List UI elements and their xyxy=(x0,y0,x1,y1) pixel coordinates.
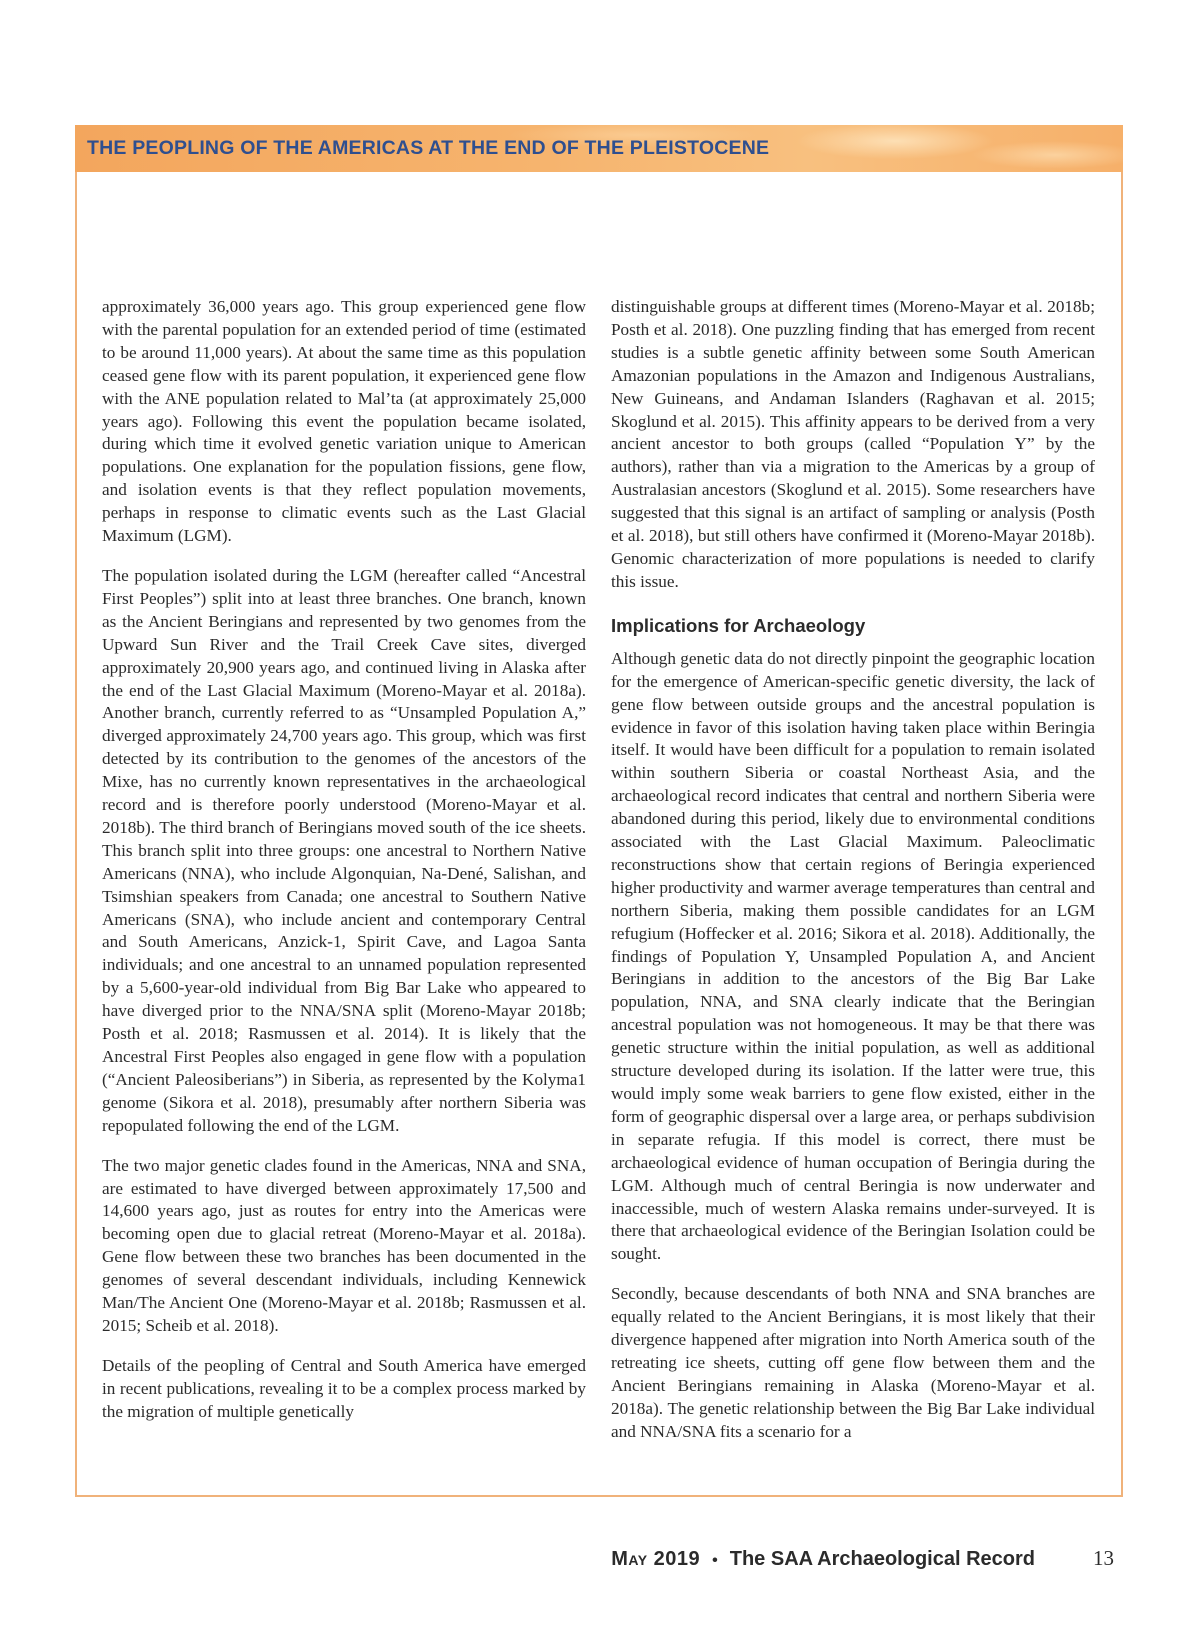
left-column xyxy=(102,296,586,1441)
bullet-separator: • xyxy=(712,1552,718,1569)
right-column xyxy=(611,296,1095,1461)
section-title: THE PEOPLING OF THE AMERICAS AT THE END OF THE PLEISTOCENE xyxy=(87,137,770,159)
page-number: 13 xyxy=(1093,1546,1114,1570)
section-heading: Implications for Archaeology xyxy=(611,614,866,636)
paragraph: The population isolated during the LGM (hereafter called “Ancestral First Peoples”) split into at least three branches. One branch, known as the Ancient Beringians and represented by two genomes from the Upward Sun River and the Trail Creek Cave sites, diverged approximately 20,900 years ago, and continued living in Alaska after the end of the Last Glacial Maximum (Moreno-Mayar et al. 2018a). Another branch, currently referred to as “Unsampled Population A,” diverged approximately 24,700 years ago. This group, which was first detected by its contribution to the genomes of the ancestors of the Mixe, has no currently known representatives in the archaeological record and is therefore poorly understood (Moreno-Mayar et al. 2018b). The third branch of Beringians moved south of the ice sheets. This branch split into three groups: one ancestral to Northern Native Americans (NNA), who include Algonquian, Na-Dené, Salishan, and Tsimshian speakers from Canada; one ancestral to Southern Native Americans (SNA), who include ancient and contemporary Central and South Americans, Anzick-1, Spirit Cave, and Lagoa Santa individuals; and one ancestral to an unnamed population represented by a 5,600-year-old individual from Big Bar Lake who appeared to have diverged prior to the NNA/SNA split (Moreno-Mayar 2018b; Posth et al. 2018; Rasmussen et al. 2014). It is likely that the Ancestral First Peoples also engaged in gene flow with a population (“Ancient Paleosiberians”) in Siberia, as represented by the Kolyma1 genome (Sikora et al. 2018), presumably after northern Siberia was repopulated following the end of the LGM. xyxy=(102,565,586,1135)
paragraph: distinguishable groups at different times (Moreno-Mayar et al. 2018b; Posth et al. 2018). One puzzling finding that has emerged from recent studies is a subtle genetic affinity between some South American Amazonian populations in the Amazon and Indigenous Australians, New Guineans, and Andaman Islanders (Raghavan et al. 2015; Skoglund et al. 2015). This affinity appears to be derived from a very ancient ancestor to both groups (called “Population Y” by the authors), rather than via a migration to the Americas by a group of Australasian ancestors (Skoglund et al. 2015). Some researchers have suggested that this signal is an artifact of sampling or analysis (Posth et al. 2018), but still others have confirmed it (Moreno-Mayar 2018b). Genomic characterization of more populations is needed to clarify this issue. xyxy=(611,297,1095,591)
journal-title: The SAA Archaeological Record xyxy=(729,1548,1035,1570)
paragraph: Secondly, because descendants of both NNA and SNA branches are equally related to the Ancient Beringians, it is most likely that their divergence happened after migration into North America south of the retreating ice sheets, cutting off gene flow between them and the Ancient Beringians remaining in Alaska (Moreno-Mayar et al. 2018a). The genetic relationship between the Big Bar Lake individual and NNA/SNA fits a scenario for a xyxy=(611,1284,1095,1441)
section-banner xyxy=(75,125,1123,172)
paragraph: approximately 36,000 years ago. This group experienced gene flow with the parental population for an extended period of time (estimated to be around 11,000 years). At about the same time as this population ceased gene flow with its parent population, it experienced gene flow with the ANE population related to Mal’ta (at approximately 25,000 years ago). Following this event the population became isolated, during which time it evolved genetic variation unique to American populations. One explanation for the population fissions, gene flow, and isolation events is that they reflect population movements, perhaps in response to climatic events such as the Last Glacial Maximum (LGM). xyxy=(102,297,586,546)
issue-date: May 2019 xyxy=(611,1548,701,1570)
page-footer xyxy=(611,1546,1114,1574)
paragraph: The two major genetic clades found in the Americas, NNA and SNA, are estimated to have diverged between approximately 17,500 and 14,600 years ago, just as routes for entry into the Americas were becoming open due to glacial retreat (Moreno-Mayar et al. 2018a). Gene flow between these two branches has been documented in the genomes of several descendant individuals, including Kennewick Man/The Ancient One (Moreno-Mayar et al. 2018b; Rasmussen et al. 2015; Scheib et al. 2018). xyxy=(102,1155,586,1335)
paragraph: Details of the peopling of Central and South America have emerged in recent publications, revealing it to be a complex process marked by the migration of multiple genetically xyxy=(102,1355,586,1421)
paragraph: Although genetic data do not directly pinpoint the geographic location for the emergence of American-specific genetic diversity, the lack of gene flow between outside groups and the ancestral population is evidence in favor of this isolation having taken place within Beringia itself. It would have been difficult for a population to remain isolated within southern Siberia or coastal Northeast Asia, and the archaeological record indicates that central and northern Siberia were abandoned during this period, likely due to environmental conditions associated with the Last Glacial Maximum. Paleoclimatic reconstructions show that certain regions of Beringia experienced higher productivity and warmer average temperatures than central and northern Siberia, making them possible candidates for an LGM refugium (Hoffecker et al. 2016; Sikora et al. 2018). Additionally, the findings of Population Y, Unsampled Population A, and Ancient Beringians in addition to the ancestors of the Big Bar Lake population, NNA, and SNA clearly indicate that the Beringian ancestral population was not homogeneous. It may be that there was genetic structure within the initial population, as well as additional structure developed during its isolation. If the latter were true, this would imply some weak barriers to gene flow existed, either in the form of geographic dispersal over a large area, or perhaps subdivision in separate refugia. If this model is correct, there must be archaeological evidence of human occupation of Beringia during the LGM. Although much of central Beringia is now underwater and inaccessible, much of western Alaska remains under-surveyed. It is there that archaeological evidence of the Beringian Isolation could be sought. xyxy=(611,648,1095,1264)
